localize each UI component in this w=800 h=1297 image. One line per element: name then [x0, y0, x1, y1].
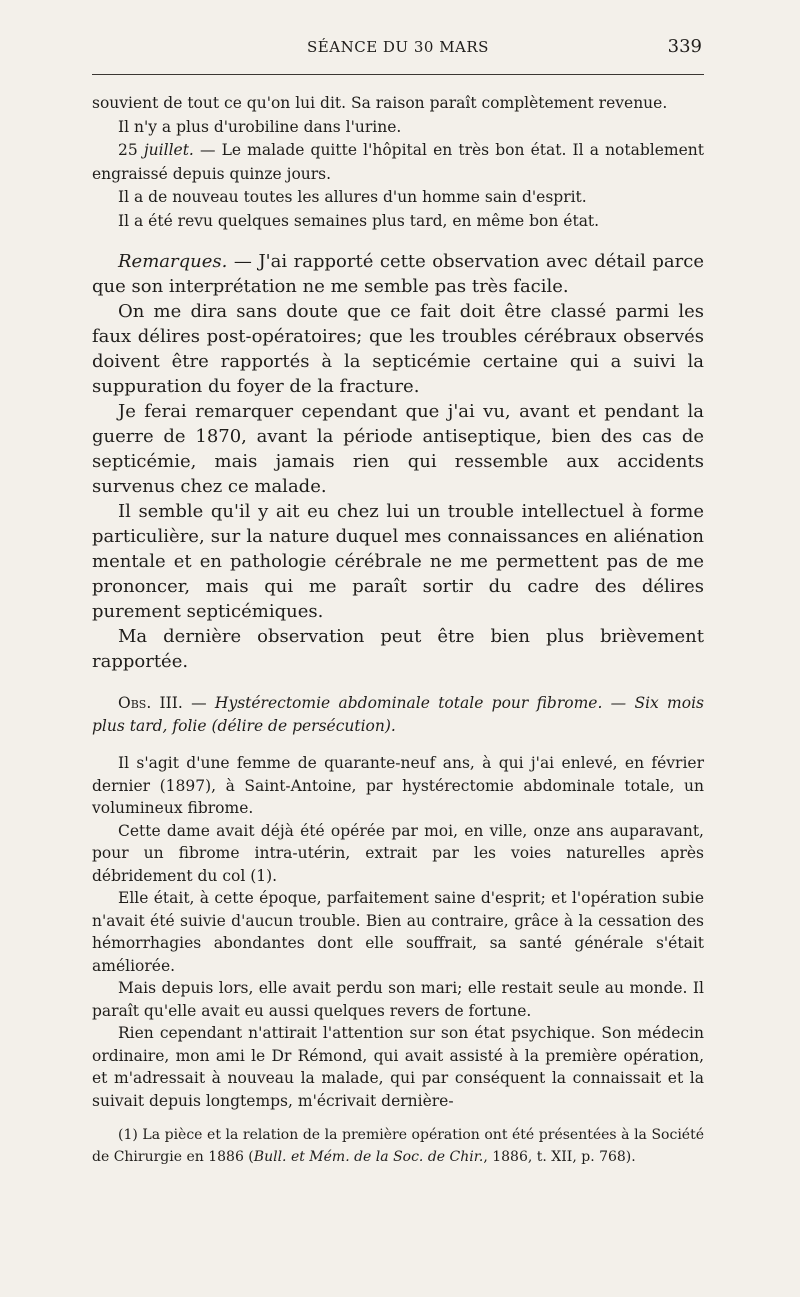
juillet-text: — Le malade quitte l'hôpital en très bon état. Il a notablement engraissé depuis quinze jours. [92, 141, 704, 183]
paragraph: souvient de tout ce qu'on lui dit. Sa raison paraît complètement revenue. [92, 94, 668, 112]
paragraph: Il s'agit d'une femme de quarante-neuf ans, à qui j'ai enlevé, en février dernier (1897), à Saint-Antoine, par hystérectomie abdominale totale, un volumineux fibrome. [92, 754, 704, 817]
remarques-text: — J'ai rapporté cette observation avec détail parce que son interprétation ne me semble pas très facile. [92, 251, 704, 297]
paragraph: Il semble qu'il y ait eu chez lui un trouble intellectuel à forme particulière, sur la nature duquel mes connaissances en aliénation mentale et en pathologie cérébrale ne me permettent pas de me prononcer, mais qui me paraît sortir du cadre des délires purement septicémiques. [92, 501, 704, 622]
paragraph: Il a de nouveau toutes les allures d'un homme sain d'esprit. [118, 188, 587, 206]
paragraph: Mais depuis lors, elle avait perdu son mari; elle restait seule au monde. Il paraît qu'elle avait eu aussi quelques revers de fortune. [92, 979, 704, 1020]
remarques-label: Remarques. [118, 251, 228, 272]
body-text [92, 92, 704, 1168]
footnote-ref: Bull. et Mém. de la Soc. de Chir. [253, 1149, 484, 1165]
month: juillet. [143, 141, 194, 159]
paragraph-juillet [92, 139, 704, 186]
paragraph: Je ferai remarquer cependant que j'ai vu, avant et pendant la guerre de 1870, avant la période antiseptique, bien des cas de septicémie, mais jamais rien qui ressemble aux accidents survenus chez ce malade. [92, 401, 704, 497]
observation-heading [92, 692, 704, 738]
paragraph: Il n'y a plus d'urobiline dans l'urine. [118, 117, 402, 136]
paragraph: Rien cependant n'attirait l'attention sur son état psychique. Son médecin ordinaire, mon ami le Dr Rémond, qui avait assisté à la première opération, et m'adressait à nouveau la malade, qui par conséquent la connaissait et la suivait depuis longtemps, m'écrivait dernière- [92, 1024, 704, 1110]
paragraph: Ma dernière observation peut être bien plus brièvement rapportée. [92, 626, 704, 672]
footnote-start: (1) La pièce et la relation de la première opération ont été présentées à la Société de Chirurgie en 1886 ( [92, 1127, 704, 1165]
footnote [92, 1124, 704, 1168]
obs-title: Hystérectomie abdominale totale pour fibrome. — Six mois plus tard, folie (délire de persécution). [92, 694, 704, 735]
page-number: 339 [667, 36, 702, 57]
paragraph: On me dira sans doute que ce fait doit être classé parmi les faux délires post-opératoires; que les troubles cérébraux observés doivent être rapportés à la septicémie certaine qui a suivi la suppuration du foyer de la fracture. [92, 301, 704, 397]
paragraph-remarques [92, 249, 704, 299]
obs-label: Obs. III. [118, 694, 183, 712]
footnote-end: , 1886, t. XII, p. 768). [483, 1149, 636, 1165]
header-title: SÉANCE DU 30 MARS [307, 38, 489, 56]
paragraph: Elle était, à cette époque, parfaitement saine d'esprit; et l'opération subie n'avait été suivie d'aucun trouble. Bien au contraire, grâce à la cessation des hémorrhagies abondantes dont elle souffrait, sa santé générale s'était améliorée. [92, 889, 704, 975]
obs-dash: — [182, 694, 215, 712]
paragraph: Il a été revu quelques semaines plus tard, en même bon état. [118, 211, 600, 230]
date: 25 [118, 141, 138, 159]
running-header [92, 36, 704, 60]
paragraph: Cette dame avait déjà été opérée par moi, en ville, onze ans auparavant, pour un fibrome intra-utérin, extrait par les voies naturelles après débridement du col (1). [92, 821, 704, 885]
header-rule [92, 74, 704, 75]
